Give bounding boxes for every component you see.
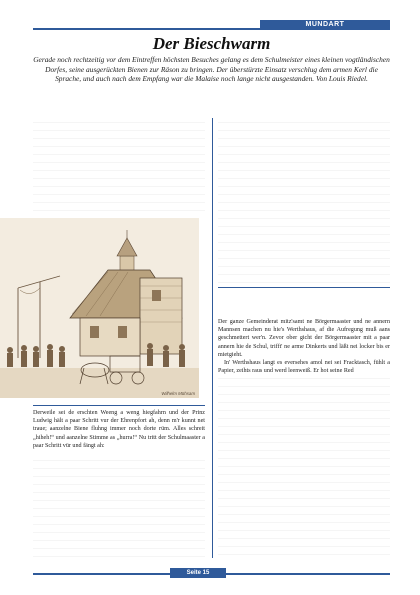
article-title: Der Bieschwarm <box>152 34 271 53</box>
column-rule-left <box>33 405 205 406</box>
column-rule-right <box>218 287 390 288</box>
paragraph: Der ganze Gemeinderat mitz'samt ne Börgermaaster und ne annern Mannsen machen nu hie's Werthshaus, af die Aufregung muß aans geschmettert wer'n. Zevor ober gicht der Börgermaaster mit a paar annern hie de Schul, trifft' ne arme Dinkerts und läßt nei locker bis er mietgieht. <box>218 319 390 358</box>
faint-text-area-right-top <box>218 122 390 287</box>
faint-text-area-left-bottom <box>33 460 205 562</box>
column-divider <box>212 118 213 558</box>
column-text-right <box>218 318 390 375</box>
illustration-caption: Wilhelm Mühsam <box>161 391 195 396</box>
paragraph: Derweile sei de erschten Weeng a weng hiegfahrn und der Prinz Ludwig hält a paar Schritt vur der Ehrenpfort ah, denn m'r kunnt net traue; aanzelne Biene fluhng immer noch dorte rüm. Alles schreit „hiheh!“ und aanzelne Stimme as „hurra!“ Nu tritt der Schulmaaster a paar Schritt vür und fängt ah: <box>33 410 205 449</box>
article-lead: Gerade noch rechtzeitig vor dem Eintreffen höchsten Besuches gelang es dem Schulmeister eines kleinen vogtländischen Dorfes, seine ausgerückten Bienen zur Räson zu bringen. Der überstürzte Einsatz verschlug dem armen Kerl die Sprache, und auch nach dem Empfang war die Malaise noch lange nicht ausgestanden. Von Louis Riedel. <box>33 55 390 84</box>
article-illustration <box>0 218 199 398</box>
faint-text-area-left-top <box>33 122 205 214</box>
paragraph: In' Werthshaus langt es eversehes amol nei sei Fracktasch, fühlt a Papier, zeihts raus und werd leenweiß. Er hot seine Red <box>218 360 390 375</box>
column-text-left <box>33 409 205 450</box>
page-number: Seite 15 <box>170 568 226 578</box>
section-label: MUNDART <box>260 20 390 30</box>
faint-text-area-right-bottom <box>218 378 390 562</box>
village-festival-sketch <box>0 218 199 398</box>
